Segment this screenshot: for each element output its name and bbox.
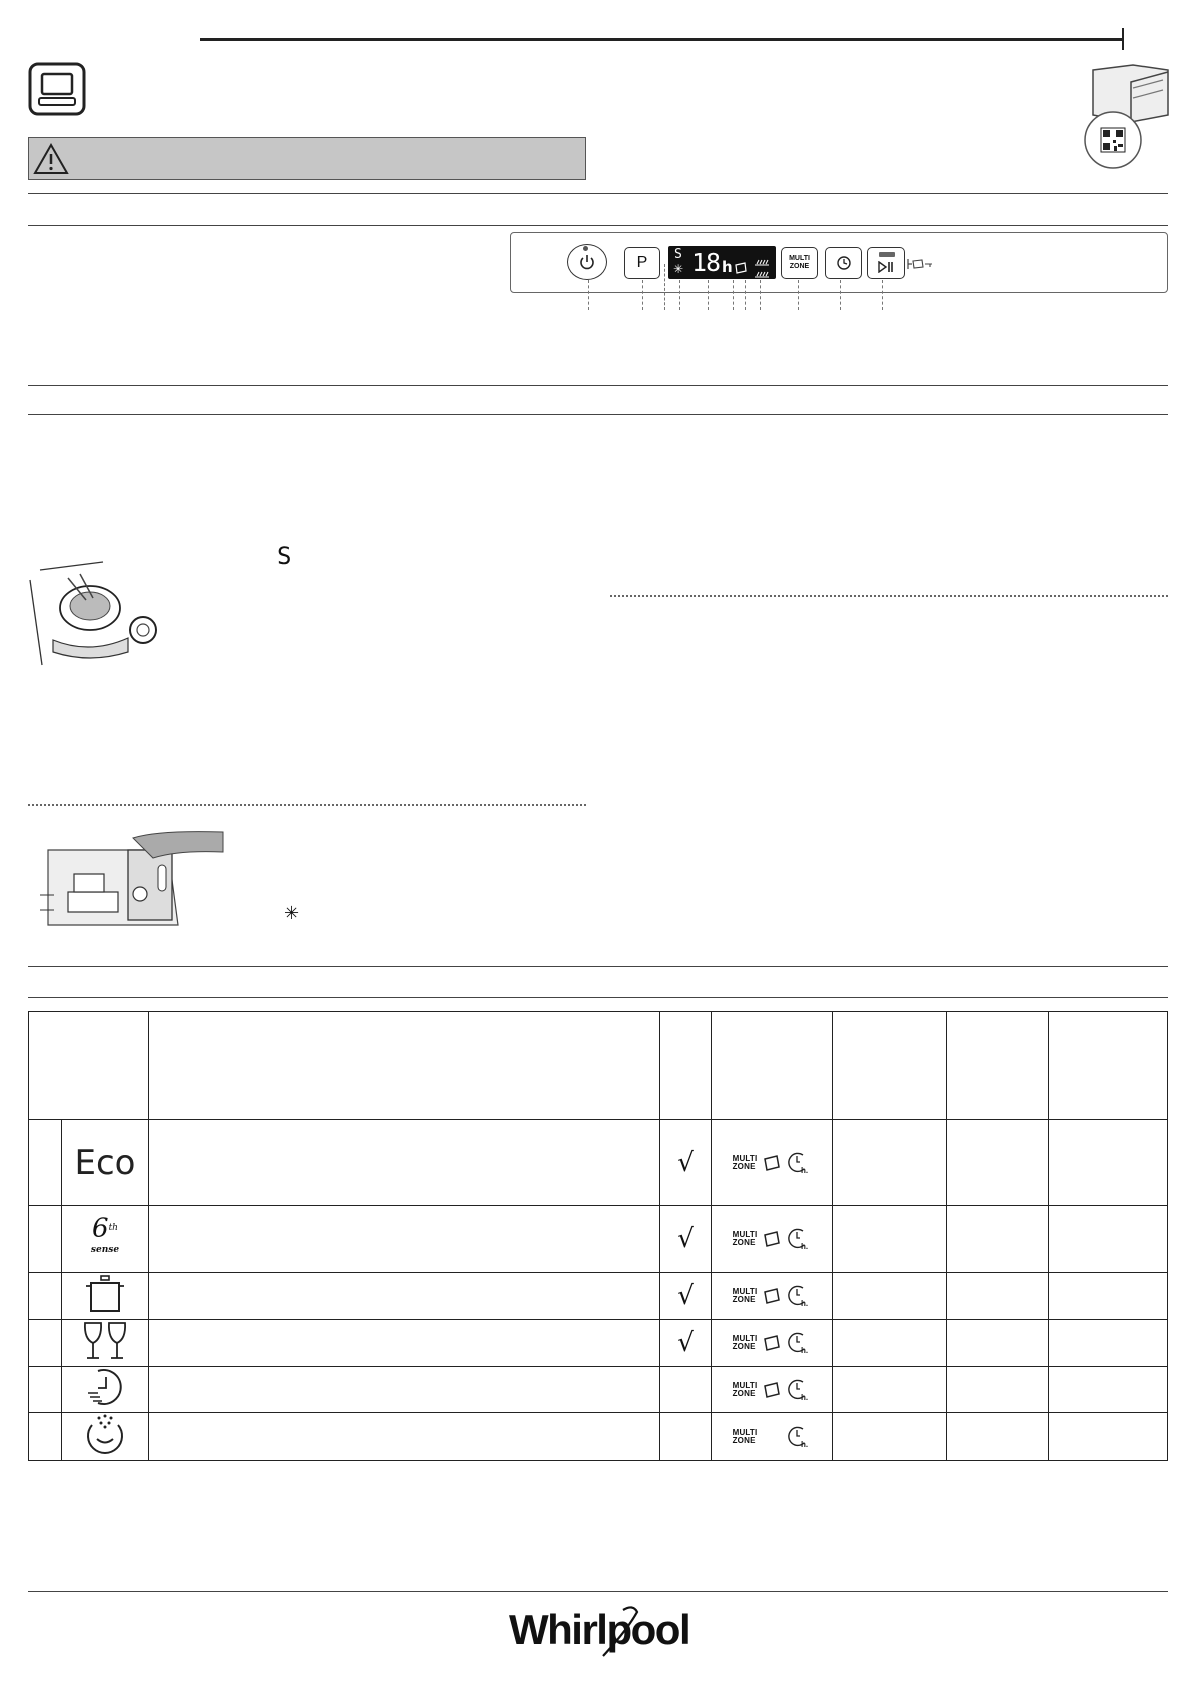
table-header-row	[29, 1012, 1168, 1120]
header-rule-end-tick	[1122, 28, 1124, 50]
multizone-option-label: MULTI ZONE	[732, 1153, 758, 1171]
check-cell	[660, 1413, 712, 1461]
empty-cell	[947, 1320, 1049, 1367]
multizone-label-1: MULTI	[789, 255, 810, 262]
program-number-cell	[29, 1413, 62, 1461]
multizone-label-2: ZONE	[789, 263, 810, 270]
options-cell	[712, 1120, 833, 1206]
check-cell	[660, 1367, 712, 1413]
start-pause-button[interactable]	[867, 247, 905, 279]
program-description-cell	[149, 1206, 660, 1273]
tablet-icon	[762, 1287, 782, 1305]
warning-triangle-icon	[33, 143, 69, 180]
callout-leader-line	[882, 280, 883, 310]
empty-cell	[1049, 1120, 1168, 1206]
delay-clock-icon	[787, 1284, 811, 1308]
options-cell	[712, 1320, 833, 1367]
callout-leader-line	[760, 280, 761, 310]
salt-indicator: S	[674, 247, 682, 262]
tablet-icon	[762, 1230, 782, 1248]
delay-clock-icon	[787, 1151, 811, 1175]
delay-clock-icon	[787, 1227, 811, 1251]
empty-cell	[1049, 1320, 1168, 1367]
rinse-aid-illustration	[38, 830, 226, 930]
check-mark: √	[677, 1224, 694, 1254]
self-clean-smiley-icon	[84, 1413, 126, 1455]
section-rule	[28, 414, 1168, 415]
tablet-icon	[762, 1154, 782, 1172]
svg-text:h.: h.	[801, 1346, 809, 1355]
callout-leader-line	[679, 280, 680, 310]
program-button-label: P	[636, 254, 648, 271]
multizone-button[interactable]	[781, 247, 818, 279]
header-rule	[200, 38, 1124, 41]
section-rule	[28, 997, 1168, 998]
program-table	[28, 1011, 1168, 1461]
delay-clock-icon	[787, 1378, 811, 1402]
monitor-icon	[28, 62, 86, 116]
pot-icon	[84, 1274, 126, 1314]
callout-leader-line	[588, 280, 589, 310]
empty-cell	[833, 1120, 947, 1206]
dotted-separator	[610, 595, 1168, 597]
section-rule	[28, 385, 1168, 386]
check-cell	[660, 1120, 712, 1206]
empty-cell	[947, 1120, 1049, 1206]
wine-glasses-icon	[82, 1321, 128, 1361]
table-row	[29, 1206, 1168, 1273]
table-row	[29, 1120, 1168, 1206]
program-icon-cell	[62, 1320, 149, 1367]
check-mark: √	[677, 1328, 694, 1358]
footer-rule	[28, 1591, 1168, 1592]
empty-cell	[833, 1413, 947, 1461]
empty-cell	[833, 1273, 947, 1320]
start-pause-icon	[877, 261, 895, 273]
program-description-cell	[149, 1120, 660, 1206]
program-description-cell	[149, 1320, 660, 1367]
rinse-aid-symbol: ✳	[284, 903, 300, 924]
tablet-icon	[762, 1334, 782, 1352]
callout-leader-line	[798, 280, 799, 310]
callout-leader-line	[642, 280, 643, 310]
table-header-cell	[833, 1012, 947, 1120]
empty-cell	[1049, 1206, 1168, 1273]
multizone-option-label: MULTI ZONE	[732, 1230, 758, 1247]
tablet-indicator-icon	[734, 261, 748, 279]
program-number-cell	[29, 1320, 62, 1367]
whirlpool-logo	[505, 1600, 695, 1660]
dishwasher-qr-image	[1073, 60, 1173, 170]
svg-text:h.: h.	[801, 1165, 809, 1175]
svg-text:h.: h.	[801, 1242, 809, 1251]
brand-wordmark: Whirlpool	[509, 1606, 690, 1653]
delay-clock-icon	[787, 1331, 811, 1355]
eco-icon: Eco	[74, 1142, 136, 1183]
empty-cell	[1049, 1273, 1168, 1320]
program-icon-cell	[62, 1413, 149, 1461]
table-row	[29, 1413, 1168, 1461]
salt-refill-illustration	[28, 560, 158, 670]
empty-cell	[833, 1320, 947, 1367]
delay-clock-icon	[787, 1425, 811, 1449]
table-header-cell	[660, 1012, 712, 1120]
check-cell	[660, 1320, 712, 1367]
empty-cell	[947, 1206, 1049, 1273]
empty-cell	[1049, 1367, 1168, 1413]
start-indicator-bar	[879, 252, 895, 257]
svg-text:h.: h.	[801, 1299, 809, 1308]
program-number-cell	[29, 1206, 62, 1273]
rinse-aid-indicator-icon: ✳	[673, 262, 684, 276]
program-icon-cell	[62, 1273, 149, 1320]
power-indicator-dot	[583, 246, 588, 251]
svg-text:h.: h.	[801, 1439, 809, 1449]
table-header-cell	[712, 1012, 833, 1120]
program-description-cell	[149, 1367, 660, 1413]
salt-symbol: S	[277, 542, 292, 570]
logo-swoosh	[505, 1600, 695, 1660]
program-description-cell	[149, 1273, 660, 1320]
fast-wash-clock-icon	[84, 1367, 126, 1407]
check-mark: √	[677, 1147, 694, 1178]
options-cell	[712, 1273, 833, 1320]
callout-leader-line	[664, 264, 665, 310]
table-row	[29, 1273, 1168, 1320]
options-cell	[712, 1367, 833, 1413]
clock-icon	[836, 255, 852, 271]
multizone-option-label: MULTI ZONE	[732, 1334, 758, 1351]
empty-cell	[833, 1206, 947, 1273]
table-header-cell	[1049, 1012, 1168, 1120]
empty-cell	[947, 1413, 1049, 1461]
program-number-cell	[29, 1120, 62, 1206]
callout-leader-line	[708, 280, 709, 310]
program-number-cell	[29, 1367, 62, 1413]
program-icon-cell	[62, 1120, 149, 1206]
callout-leader-line	[733, 280, 734, 310]
warning-banner	[28, 137, 586, 180]
callout-leader-line	[840, 280, 841, 310]
section-rule	[28, 966, 1168, 967]
table-row	[29, 1367, 1168, 1413]
program-icon-cell	[62, 1367, 149, 1413]
program-description-cell	[149, 1413, 660, 1461]
check-mark: √	[677, 1281, 694, 1311]
power-icon	[578, 253, 596, 271]
display-hours-unit: h	[722, 258, 733, 276]
callout-leader-line	[745, 280, 746, 310]
check-cell	[660, 1273, 712, 1320]
zone-lower-indicator-icon	[754, 265, 770, 283]
program-button[interactable]	[624, 247, 660, 279]
key-lock-icon	[906, 257, 934, 276]
section-rule	[28, 193, 1168, 194]
tablet-icon	[762, 1381, 782, 1399]
6th-sense-icon: 6th sense	[90, 1213, 120, 1255]
empty-cell	[1049, 1413, 1168, 1461]
delay-button[interactable]	[825, 247, 862, 279]
dotted-separator	[28, 804, 586, 806]
program-number-cell	[29, 1273, 62, 1320]
multizone-option-label: MULTI ZONE	[732, 1380, 758, 1398]
display-panel	[668, 246, 776, 279]
empty-cell	[947, 1367, 1049, 1413]
table-header-cell	[947, 1012, 1049, 1120]
table-row	[29, 1320, 1168, 1367]
empty-cell	[947, 1273, 1049, 1320]
display-digits: 18	[692, 248, 721, 277]
options-cell	[712, 1413, 833, 1461]
multizone-option-label: MULTI ZONE	[732, 1427, 758, 1445]
table-header-cell	[149, 1012, 660, 1120]
empty-cell	[833, 1367, 947, 1413]
section-rule	[28, 225, 1168, 226]
table-header-cell	[29, 1012, 149, 1120]
program-icon-cell	[62, 1206, 149, 1273]
check-cell	[660, 1206, 712, 1273]
options-cell	[712, 1206, 833, 1273]
svg-text:h.: h.	[801, 1392, 809, 1402]
multizone-option-label: MULTI ZONE	[732, 1287, 758, 1304]
